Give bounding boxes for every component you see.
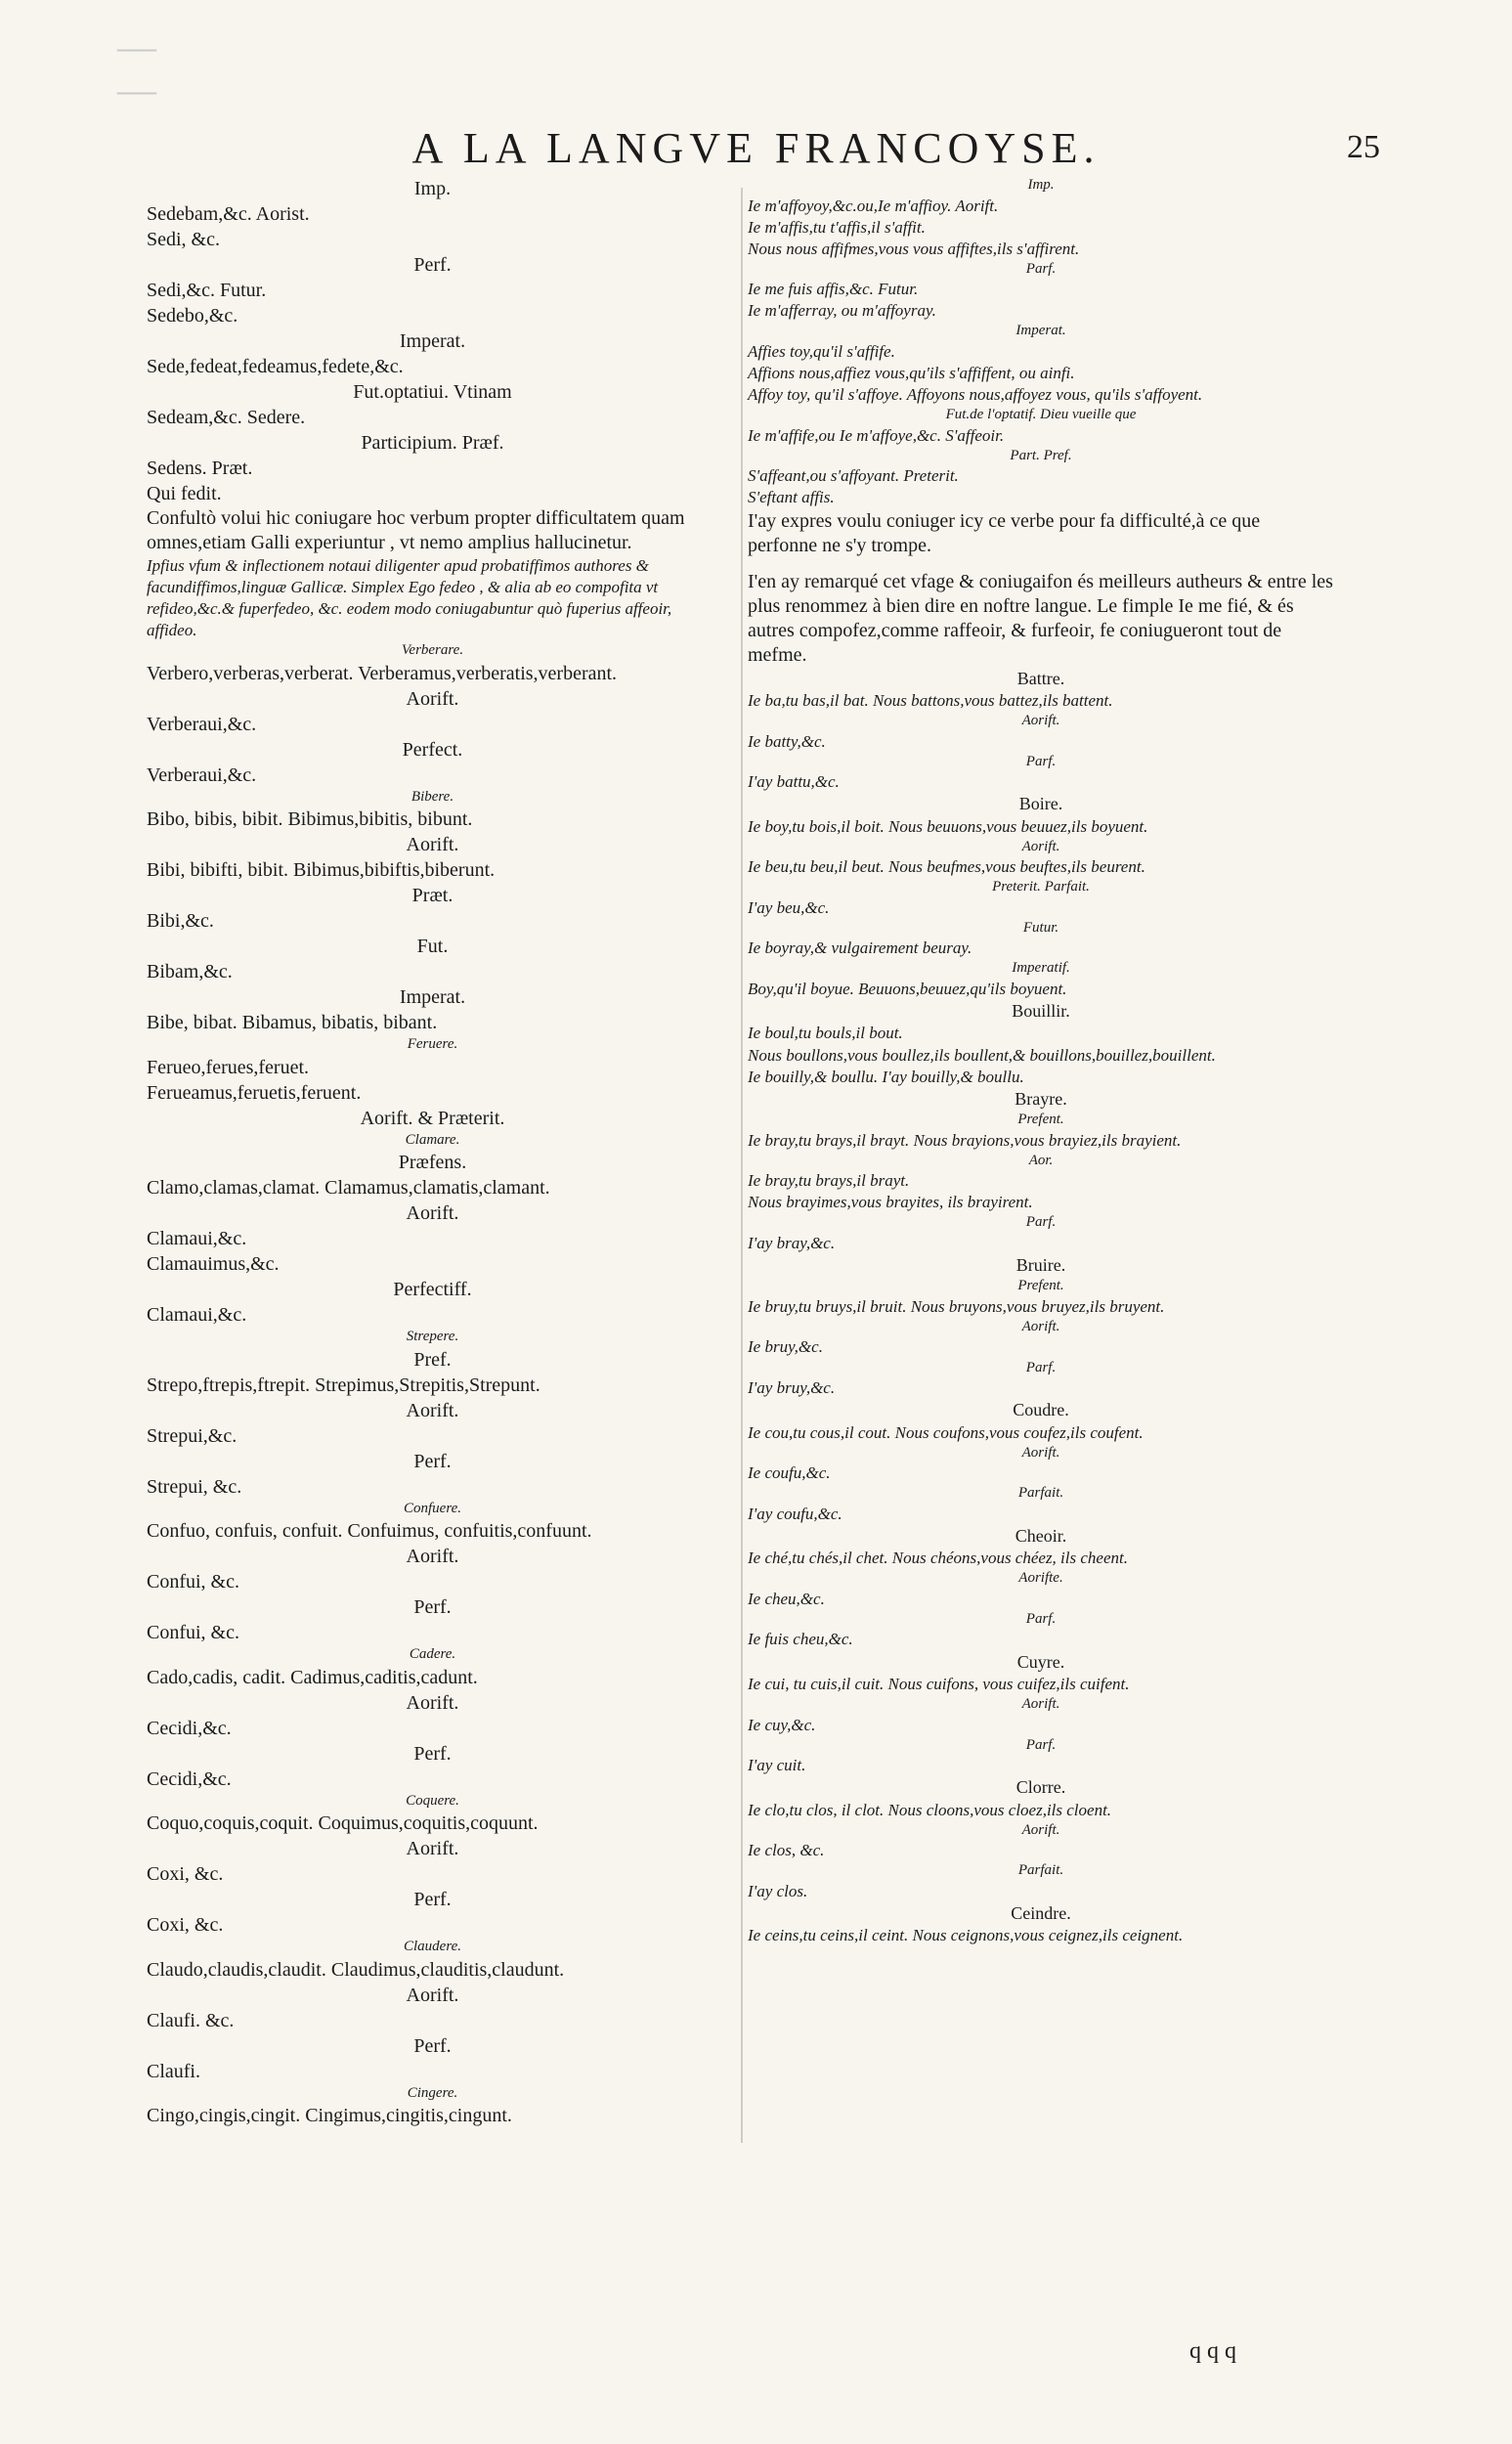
latin-line: Confui, &c. — [147, 1571, 239, 1593]
latin-line: Perf. — [413, 1450, 452, 1472]
latin-line: Cecidi,&c. — [147, 1768, 232, 1790]
french-line: I'ay clos. — [748, 1881, 808, 1900]
latin-line: Bibe, bibat. Bibamus, bibatis, bibant. — [147, 1012, 438, 1034]
french-line: Nous brayimes,vous brayites, ils brayirent. — [748, 1193, 1033, 1212]
french-line: Affoy toy, qu'il s'affoye. Affoyons nous,affoyez vous, qu'ils s'affoyent. — [748, 385, 1203, 405]
latin-line: Coquo,coquis,coquit. Coquimus,coquitis,coquunt. — [147, 1812, 539, 1835]
french-line: Aorift. — [1021, 1444, 1060, 1461]
french-line: Ie m'affis,tu t'affis,il s'affit. — [748, 217, 926, 237]
french-line: Ie clo,tu clos, il clot. Nous cloons,vous cloez,ils cloent. — [748, 1800, 1112, 1819]
scan-mark-icon: — — [117, 24, 156, 68]
french-line: Parf. — [1025, 1610, 1057, 1627]
french-line: Aorifte. — [1018, 1570, 1063, 1587]
french-line: I'ay beu,&c. — [748, 897, 830, 917]
left-column-latin — [147, 176, 718, 2128]
latin-line: Clamaui,&c. — [147, 1304, 247, 1327]
scan-mark-icon: — — [117, 67, 156, 111]
latin-line: Ferueo,ferues,feruet. — [147, 1056, 310, 1078]
latin-line: Strepo,ftrepis,ftrepit. Strepimus,Strepitis,Strepunt. — [147, 1374, 540, 1396]
latin-line: Strepere. — [406, 1329, 459, 1345]
latin-line: Fut. — [416, 936, 449, 958]
latin-line: Bibere. — [410, 788, 454, 805]
french-line: Aorift. — [1021, 713, 1060, 729]
french-line: Ie m'affife,ou Ie m'affoye,&c. S'affeoir. — [748, 425, 1005, 445]
french-line: Aorift. — [1021, 1318, 1060, 1334]
latin-line: Aorift. — [406, 1984, 459, 2006]
french-line: Ie m'affoyoy,&c.ou,Ie m'affioy. Aorift. — [748, 196, 999, 215]
latin-line: Clamare. — [405, 1131, 460, 1148]
french-line: Ie ba,tu bas,il bat. Nous battons,vous battez,ils battent. — [748, 690, 1113, 710]
latin-line: Claufi. — [147, 2060, 200, 2082]
french-line: Ie batty,&c. — [748, 731, 826, 751]
latin-line: Claudere. — [403, 1939, 462, 1955]
latin-line: Pref. — [413, 1348, 452, 1371]
latin-line: Confuo, confuis, confuit. Confuimus, confuitis,confuunt. — [147, 1520, 592, 1543]
latin-line: Sedi, &c. — [147, 229, 220, 250]
french-line: Clorre. — [1015, 1777, 1066, 1798]
french-line: Nous nous affifmes,vous vous affiftes,ils s'affirent. — [748, 239, 1080, 258]
page-number: 25 — [1347, 129, 1380, 165]
french-line: Coudre. — [1013, 1400, 1069, 1420]
latin-line: Verberaui,&c. — [147, 764, 257, 786]
french-line: Cheoir. — [1015, 1525, 1067, 1546]
french-line: Ie m'afferray, ou m'affoyray. — [748, 301, 936, 321]
latin-line: Perf. — [413, 1889, 452, 1911]
french-line: Parfait. — [1017, 1485, 1064, 1502]
french-line: Affies toy,qu'il s'affife. — [748, 341, 895, 361]
latin-line: Bibo, bibis, bibit. Bibimus,bibitis, bibunt. — [147, 808, 473, 831]
french-line: Parf. — [1025, 753, 1057, 769]
latin-line: Fut.optatiui. Vtinam — [353, 381, 512, 403]
french-line: Ie boy,tu bois,il boit. Nous beuuons,vous beuuez,ils boyuent. — [748, 816, 1148, 836]
french-line: Ie cuy,&c. — [748, 1715, 816, 1734]
latin-line: Aorift. — [406, 1691, 459, 1714]
french-line: Fut.de l'optatif. Dieu vueille que — [945, 407, 1137, 423]
latin-line: Aorift. & Præterit. — [360, 1107, 505, 1129]
latin-line: Coxi, &c. — [147, 1914, 224, 1937]
latin-line: Perf. — [413, 1596, 452, 1619]
latin-line: Confultò volui hic coniugare hoc verbum propter difficultatem quam omnes,etiam Galli experiuntur , vt nemo amplius hallucinetur. — [147, 507, 685, 553]
latin-line: Verbero,verberas,verberat. Verberamus,verberatis,verberant. — [147, 662, 618, 684]
french-line: Ie cou,tu cous,il cout. Nous coufons,vous coufez,ils coufent. — [748, 1422, 1144, 1442]
latin-line: Aorift. — [406, 1202, 459, 1225]
latin-line: Strepui, &c. — [147, 1475, 242, 1498]
latin-line: Perf. — [413, 1742, 452, 1765]
latin-line: Cingo,cingis,cingit. Cingimus,cingitis,cingunt. — [147, 2105, 512, 2127]
french-line: I'en ay remarqué cet vfage & coniugaifon és meilleurs autheurs & entre les plus renommez à bien dire en noftre langue. Le fimple Ie me fié, & és autres compofez,comme raffeoir, & furfeoir, fe coniugueront tout de mefme. — [748, 570, 1333, 666]
latin-line: Sedeam,&c. Sedere. — [147, 407, 306, 428]
french-line: Parfait. — [1017, 1862, 1064, 1879]
column-divider — [741, 188, 743, 2143]
latin-line: Claudo,claudis,claudit. Claudimus,clauditis,claudunt. — [147, 1958, 565, 1981]
latin-line: Clamaui,&c. — [147, 1228, 247, 1250]
french-line: Ie ceins,tu ceins,il ceint. Nous ceignons,vous ceignez,ils ceignent. — [748, 1926, 1184, 1945]
french-line: Affions nous,affiez vous,qu'ils s'affiffent, ou ainfi. — [748, 364, 1075, 383]
latin-line: Verberare. — [401, 642, 464, 659]
french-line: Part. Pref. — [1010, 447, 1072, 463]
french-line: Boy,qu'il boyue. Beuuons,beuuez,qu'ils boyuent. — [748, 979, 1067, 998]
french-line: I'ay coufu,&c. — [748, 1504, 842, 1523]
latin-line: Sedens. Præt. — [147, 458, 253, 479]
french-line: Imperatif. — [1012, 960, 1070, 977]
latin-line: Bibi,&c. — [147, 910, 214, 933]
french-line: Cuyre. — [1016, 1651, 1065, 1672]
latin-line: Sedebo,&c. — [147, 305, 238, 327]
french-line: Parf. — [1025, 1736, 1057, 1753]
latin-line: Sedi,&c. Futur. — [147, 280, 267, 301]
french-line: Aorift. — [1021, 838, 1060, 854]
latin-line: Imperat. — [399, 330, 466, 352]
french-line: Bruire. — [1015, 1255, 1066, 1275]
latin-line: Perfectiff. — [393, 1279, 472, 1301]
latin-line: Coxi, &c. — [147, 1863, 224, 1886]
french-line: Ie bray,tu brays,il brayt. Nous brayions,vous brayiez,ils brayient. — [748, 1130, 1182, 1150]
french-line: Ie clos, &c. — [748, 1841, 825, 1860]
french-line: Ie fuis cheu,&c. — [748, 1630, 853, 1649]
latin-line: Aorift. — [406, 687, 459, 710]
french-line: S'affeant,ou s'affoyant. Preterit. — [748, 466, 959, 486]
latin-line: Perf. — [413, 254, 452, 276]
latin-line: Verberaui,&c. — [147, 713, 257, 735]
french-line: I'ay expres voulu coniuger icy ce verbe pour fa difficulté,à ce que perfonne ne s'y trompe. — [748, 509, 1261, 556]
latin-line: Cingere. — [407, 2084, 458, 2101]
french-line: Ie ché,tu chés,il chet. Nous chéons,vous chéez, ils cheent. — [748, 1549, 1128, 1568]
french-line: Preterit. Parfait. — [992, 879, 1090, 895]
latin-line: Perfect. — [402, 738, 463, 761]
french-line: Ie bouilly,& boullu. I'ay bouilly,& boullu. — [748, 1067, 1024, 1086]
french-line: Ie me fuis affis,&c. Futur. — [748, 280, 919, 299]
latin-line: Imp. — [413, 178, 452, 199]
latin-line: Claufi. &c. — [147, 2009, 235, 2031]
french-line: Parf. — [1025, 260, 1057, 277]
french-line: Parf. — [1025, 1214, 1057, 1231]
french-line: Ie boyray,& vulgairement beuray. — [748, 938, 972, 958]
french-line: I'ay cuit. — [748, 1756, 806, 1775]
latin-line: Confuere. — [403, 1500, 462, 1516]
latin-line: Clamauimus,&c. — [147, 1253, 280, 1276]
latin-line: Participium. Præf. — [361, 432, 504, 454]
page-header: A LA LANGVE FRANCOYSE. — [411, 124, 1101, 172]
french-line: I'ay bray,&c. — [748, 1233, 836, 1252]
latin-line: Sedebam,&c. Aorist. — [147, 203, 310, 225]
latin-line: Bibi, bibifti, bibit. Bibimus,bibiftis,biberunt. — [147, 859, 496, 882]
french-line: I'ay bruy,&c. — [748, 1378, 836, 1398]
latin-line: Qui fedit. — [147, 483, 222, 504]
latin-line: Aorift. — [406, 1546, 459, 1568]
latin-line: Coquere. — [406, 1792, 459, 1809]
catchword: q q q — [1189, 2338, 1236, 2364]
french-line: Battre. — [1016, 668, 1065, 688]
latin-line: Aorift. — [406, 834, 459, 856]
french-line: Ie coufu,&c. — [748, 1463, 831, 1483]
latin-line: Bibam,&c. — [147, 961, 233, 983]
french-line: Imp. — [1027, 177, 1055, 193]
latin-line: Cado,cadis, cadit. Cadimus,caditis,cadunt. — [147, 1666, 478, 1688]
french-line: Ceindre. — [1011, 1902, 1071, 1923]
french-line: Nous boullons,vous boullez,ils boullent,& bouillons,bouillez,bouillent. — [748, 1045, 1216, 1065]
french-line: Aorift. — [1021, 1821, 1060, 1838]
french-line: S'eftant affis. — [748, 488, 835, 507]
latin-line: Imperat. — [399, 986, 466, 1009]
latin-line: Cecidi,&c. — [147, 1717, 232, 1739]
latin-line: Confui, &c. — [147, 1622, 239, 1644]
french-line: Parf. — [1025, 1359, 1057, 1375]
french-line: Imperat. — [1015, 323, 1066, 339]
french-line: Ie bray,tu brays,il brayt. — [748, 1171, 910, 1191]
french-line: Ie boul,tu bouls,il bout. — [748, 1024, 903, 1043]
french-line: Prefent. — [1017, 1112, 1064, 1128]
french-line: Aor. — [1028, 1152, 1054, 1168]
latin-line: Præfens. — [398, 1152, 467, 1174]
french-line: Ie bruy,tu bruys,il bruit. Nous bruyons,vous bruyez,ils bruyent. — [748, 1296, 1165, 1316]
french-line: Ie cheu,&c. — [748, 1589, 825, 1608]
latin-line: Feruere. — [407, 1036, 458, 1053]
latin-line: Clamo,clamas,clamat. Clamamus,clamatis,clamant. — [147, 1177, 550, 1200]
french-line: Ie cui, tu cuis,il cuit. Nous cuifons, vous cuifez,ils cuifent. — [748, 1674, 1130, 1693]
french-line: Ie bruy,&c. — [748, 1337, 823, 1357]
french-line: Futur. — [1022, 919, 1059, 936]
latin-line: Præt. — [411, 885, 454, 907]
latin-line: Strepui,&c. — [147, 1424, 238, 1447]
latin-line: Perf. — [413, 2034, 452, 2057]
french-line: Boire. — [1018, 794, 1063, 814]
latin-line: Aorift. — [406, 1838, 459, 1860]
french-line: Brayre. — [1015, 1088, 1067, 1109]
latin-line: Sede,fedeat,fedeamus,fedete,&c. — [147, 356, 404, 377]
french-line: Ie beu,tu beu,il beut. Nous beufmes,vous beuftes,ils beurent. — [748, 857, 1145, 877]
french-line: Bouillir. — [1012, 1001, 1070, 1022]
right-column-french — [748, 176, 1334, 1946]
latin-line: Ipfius vfum & inflectionem notaui diligenter apud probatiffimos authores & facundiffimos,linguæ Gallicæ. Simplex Ego fedeo , & alia ab eo compofita vt refideo,&c.& fuperfedeo, &c. eodem modo coniugabuntur quò fuperius affeoir, affideo. — [147, 556, 672, 640]
latin-line: Cadere. — [409, 1646, 456, 1663]
french-line: I'ay battu,&c. — [748, 772, 840, 792]
latin-line: Ferueamus,feruetis,feruent. — [147, 1081, 362, 1104]
latin-line: Aorift. — [406, 1399, 459, 1421]
french-line: Aorift. — [1021, 1696, 1060, 1712]
french-line: Prefent. — [1017, 1278, 1064, 1294]
